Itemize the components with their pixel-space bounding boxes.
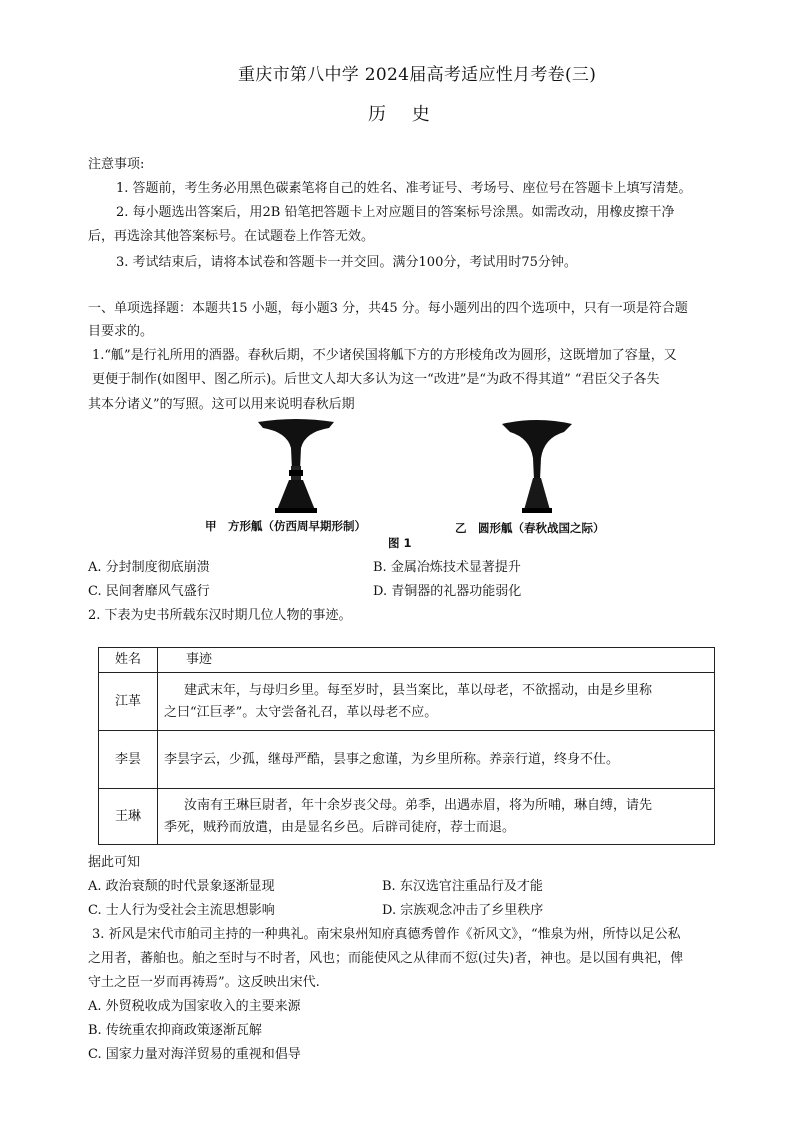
question-2-after: 据此可知 — [88, 855, 141, 870]
person-name: 江革 — [99, 673, 158, 731]
person-name: 李昙 — [99, 731, 158, 789]
option-c: C. 民间奢靡风气盛行 — [88, 584, 210, 599]
option-a: A. 分封制度彻底崩溃 — [88, 560, 210, 575]
option-d: D. 宗族观念冲击了乡里秩序 — [382, 903, 544, 918]
person-name: 王琳 — [99, 789, 158, 845]
notice-item: 1. 答题前，考生务必用黑色碳素笔将自己的姓名、准考证号、考场号、座位号在答题卡上填写清楚。 — [116, 181, 692, 196]
exam-title: 重庆市第八中学 2024届高考适应性月考卷(三) — [238, 65, 597, 85]
table-row — [99, 673, 715, 731]
deeds-cell — [158, 673, 715, 731]
round-gu-vessel-image — [500, 418, 574, 514]
deeds-cell — [158, 789, 715, 845]
question-1-stem: 更便于制作(如图甲、图乙所示)。后世文人却大多认为这一“改进”是“为政不得其道” “君臣父子各失 — [92, 372, 660, 387]
section-intro: 一、单项选择题：本题共15 小题，每小题3 分，共45 分。每小题列出的四个选项中，只有一项是符合题 — [88, 301, 688, 316]
square-gu-vessel-image — [255, 418, 337, 514]
deeds-line: 汝南有王琳巨尉者，年十余岁丧父母。弟季，出遇赤眉，将为所哺，琳自缚，请先 — [184, 797, 653, 813]
notice-item: 3. 考试结束后，请将本试卷和答题卡一并交回。满分100分，考试用时75分钟。 — [116, 255, 577, 270]
option-d: D. 青铜器的礼器功能弱化 — [373, 584, 522, 599]
question-1-stem: 1.“觚”是行礼所用的酒器。春秋后期，不少诸侯国将觚下方的方形棱角改为圆形，这既增加了容量，又 — [92, 348, 677, 363]
question-3-stem: 3. 祈风是宋代市舶司主持的一种典礼。南宋泉州知府真德秀曾作《祈风文》，“惟泉为州，所恃以足公私 — [92, 927, 681, 942]
table-header-row — [99, 648, 715, 673]
deeds-line: 之曰“江巨孝”。太守尝备礼召，革以母老不应。 — [164, 704, 438, 720]
table-row — [99, 731, 715, 789]
question-3-stem: 守土之臣一岁而再祷焉”。这反映出宋代. — [88, 975, 320, 990]
notice-item: 2. 每小题选出答案后，用2B 铅笔把答题卡上对应题目的答案标号涂黑。如需改动，用橡皮擦干净 — [116, 205, 675, 220]
notice-heading: 注意事项: — [88, 157, 145, 172]
option-c: C. 士人行为受社会主流思想影响 — [88, 903, 275, 918]
question-2-stem: 2. 下表为史书所载东汉时期几位人物的事迹。 — [88, 608, 352, 623]
deeds-line: 李昙字云，少孤，继母严酷，昙事之愈谨，为乡里所称。养亲行道，终身不仕。 — [164, 751, 620, 767]
table-header-name: 姓名 — [99, 648, 158, 673]
subject-title: 历 史 — [368, 104, 440, 125]
table-row — [99, 789, 715, 845]
option-a: A. 外贸税收成为国家收入的主要来源 — [88, 999, 301, 1014]
figure-caption-a: 甲 方形觚（仿西周早期形制） — [205, 519, 366, 533]
deeds-line: 建武末年，与母归乡里。每至岁时，县当案比，革以母老，不欲摇动，由是乡里称 — [184, 682, 653, 698]
deeds-table — [98, 647, 715, 845]
option-a: A. 政治衰颓的时代景象逐渐显现 — [88, 879, 275, 894]
option-b: B. 东汉选官注重品行及才能 — [382, 879, 543, 894]
option-b: B. 传统重农抑商政策逐渐瓦解 — [88, 1023, 262, 1038]
option-b: B. 金属冶炼技术显著提升 — [373, 560, 521, 575]
notice-item: 后，再选涂其他答案标号。在试题卷上作答无效。 — [88, 229, 375, 244]
question-1-stem: 其本分诸义”的写照。这可以用来说明春秋后期 — [88, 397, 355, 412]
figure-label: 图 1 — [388, 536, 412, 550]
table-header-deeds: 事迹 — [158, 648, 715, 673]
option-c: C. 国家力量对海洋贸易的重视和倡导 — [88, 1047, 301, 1062]
section-intro: 目要求的。 — [88, 324, 154, 339]
figure-caption-b: 乙 圆形觚（春秋战国之际） — [455, 521, 605, 535]
deeds-line: 季死，贼矜而放遣，由是显名乡邑。后辟司徒府，荐士而退。 — [164, 819, 516, 835]
question-3-stem: 之用者，蕃舶也。舶之至时与不时者，风也；而能使风之从律而不愆(过失)者，神也。是以国有典祀，俾 — [88, 951, 684, 966]
deeds-cell — [158, 731, 715, 789]
